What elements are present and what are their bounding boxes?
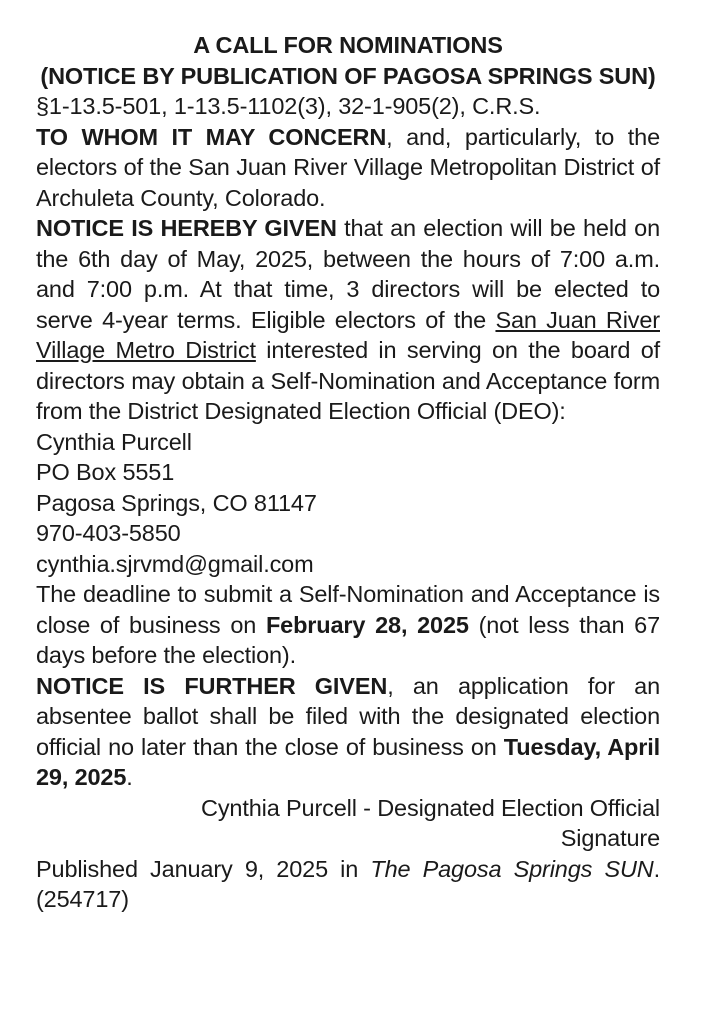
absentee-paragraph — [36, 671, 660, 793]
notice-lead: NOTICE IS HEREBY GIVEN — [36, 215, 337, 241]
election-notice-paragraph — [36, 213, 660, 427]
signature-line: Cynthia Purcell - Designated Election Official — [201, 794, 660, 821]
notice-text-2: interested in serving on the board of directors may obtain a Self-Nomination and Acceptance form from the District Designated Election Official (DEO): — [36, 337, 660, 424]
further-text-2: . — [126, 764, 133, 790]
legal-notice — [36, 30, 660, 915]
deadline-text-2: (not less than 67 days before the election). — [36, 611, 660, 668]
title-line-1: A CALL FOR NOMINATIONS — [193, 32, 503, 58]
concern-lead: TO WHOM IT MAY CONCERN — [36, 123, 387, 150]
newspaper-name: The Pagosa Springs SUN — [370, 855, 654, 882]
concern-paragraph — [36, 122, 660, 214]
signature-label: Signature — [560, 825, 660, 851]
contact-city: Pagosa Springs, CO 81147 — [36, 489, 317, 516]
contact-name: Cynthia Purcell — [36, 428, 192, 455]
publication-line — [36, 854, 660, 915]
contact-email: cynthia.sjrvmd@gmail.com — [36, 550, 314, 577]
deadline-date: February 28, 2025 — [265, 611, 469, 638]
absentee-date: Tuesday, April 29, 2025 — [36, 733, 660, 790]
district-name: San Juan River Village Metro District — [36, 306, 660, 363]
deadline-text-1: The deadline to submit a Self-Nomination and Acceptance is close of business on — [36, 581, 660, 638]
title-line-2: (NOTICE BY PUBLICATION OF PAGOSA SPRINGS SUN) — [40, 62, 656, 89]
further-text-1: , an application for an absentee ballot shall be filed with the designated election official no later than the close of business on — [36, 672, 660, 760]
notice-text-1: that an election will be held on the 6th day of May, 2025, between the hours of 7:00 a.m. and 7:00 p.m. At that time, 3 directors will be elected to serve 4-year terms. Eligible electors of the — [36, 215, 660, 333]
further-lead: NOTICE IS FURTHER GIVEN — [36, 672, 388, 699]
concern-text: , and, particularly, to the electors of the San Juan River Village Metropolitan District of Archuleta County, Colorado. — [36, 123, 660, 211]
notice-title — [36, 30, 660, 91]
contact-phone: 970-403-5850 — [36, 520, 181, 546]
deadline-paragraph — [36, 579, 660, 671]
published-text-1: Published January 9, 2025 in — [36, 855, 371, 882]
contact-po-box: PO Box 5551 — [36, 459, 175, 485]
statute-references: §1-13.5-501, 1-13.5-1102(3), 32-1-905(2), C.R.S. — [36, 93, 541, 119]
published-text-2: . (254717) — [36, 855, 661, 912]
